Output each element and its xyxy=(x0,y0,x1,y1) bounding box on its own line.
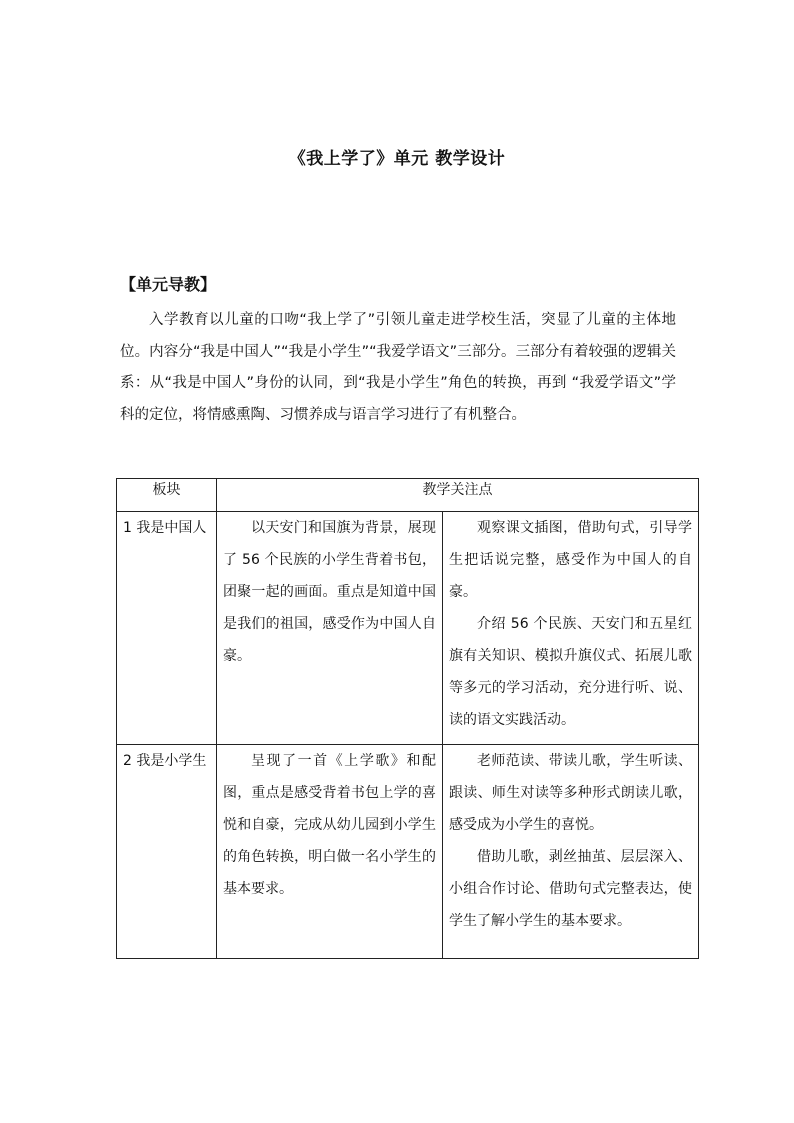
intro-paragraph: 入学教育以儿童的口吻“我上学了”引领儿童走进学校生活，突显了儿童的主体地位。内容分“我是中国人”“我是小学生”“我爱学语文”三部分。三部分有着较强的逻辑关系：从“我是中国人”身份的认同，到“我是小学生”角色的转换，再到 “我爱学语文”学科的定位，将情感熏陶、习惯养成与语言学习进行了有机整合。 xyxy=(120,312,676,423)
table-row xyxy=(117,512,699,745)
description-cell xyxy=(217,512,443,745)
section-heading: 【单元导教】 xyxy=(120,275,217,294)
block-name-cell: 1 我是中国人 xyxy=(117,512,217,745)
block-name-cell: 2 我是小学生 xyxy=(117,745,217,959)
description-text: 呈现了一首《上学歌》和配图，重点是感受背着书包上学的喜悦和自豪，完成从幼儿园到小学生的角色转换，明白做一名小学生的基本要求。 xyxy=(223,753,436,897)
description-text: 以天安门和国旗为背景，展现了 56 个民族的小学生背着书包，团聚一起的画面。重点是知道中国是我们的祖国，感受作为中国人自豪。 xyxy=(223,520,436,664)
focus-paragraph: 借助儿歌，剥丝抽茧、层层深入、小组合作讨论、借助句式完整表达，使学生了解小学生的基本要求。 xyxy=(449,849,692,929)
focus-cell xyxy=(443,512,699,745)
focus-cell xyxy=(443,745,699,959)
lesson-table xyxy=(116,478,699,959)
focus-paragraph: 老师范读、带读儿歌，学生听读、跟读、师生对读等多种形式朗读儿歌，感受成为小学生的喜悦。 xyxy=(449,753,692,833)
header-focus: 教学关注点 xyxy=(217,479,699,512)
document-title: 《我上学了》单元 教学设计 xyxy=(288,149,506,169)
description-cell xyxy=(217,745,443,959)
focus-paragraph: 观察课文插图，借助句式，引导学生把话说完整，感受作为中国人的自豪。 xyxy=(449,520,692,600)
focus-paragraph: 介绍 56 个民族、天安门和五星红旗有关知识、模拟升旗仪式、拓展儿歌等多元的学习活动，充分进行听、说、读的语文实践活动。 xyxy=(449,616,692,728)
table-row xyxy=(117,745,699,959)
table-header-row xyxy=(117,479,699,512)
header-block: 板块 xyxy=(117,479,217,512)
